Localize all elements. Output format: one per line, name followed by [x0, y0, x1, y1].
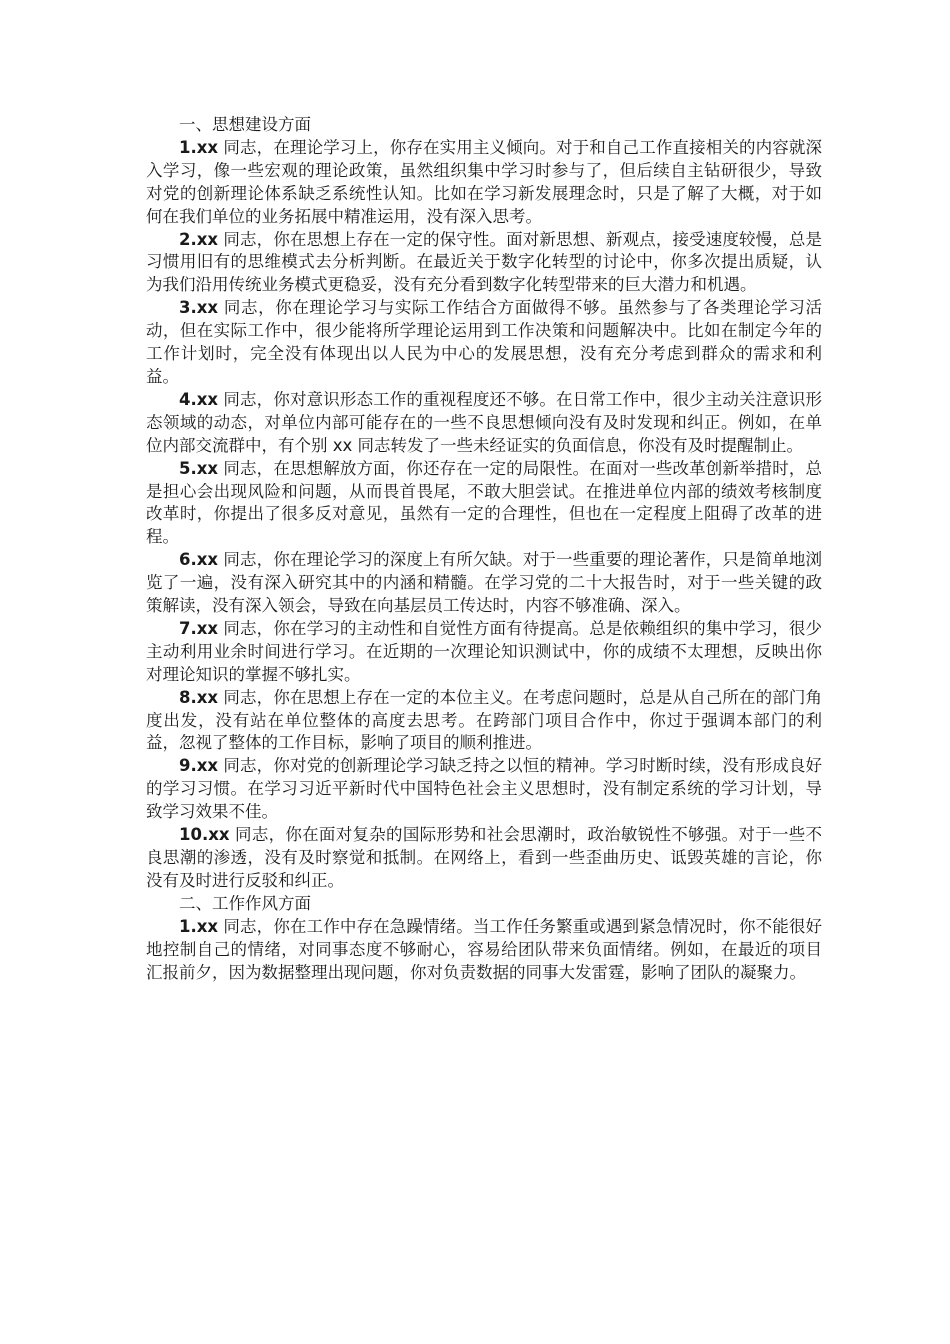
- list-item: [146, 549, 822, 618]
- item-text: 同志，在思想解放方面，你还存在一定的局限性。在面对一些改革创新举措时，总是担心会出现风险和问题，从而畏首畏尾，不敢大胆尝试。在推进单位内部的绩效考核制度改革时，你提出了很多反对意见，虽然有一定的合理性，但也在一定程度上阻碍了改革的进程。: [146, 458, 822, 547]
- item-number: 3.xx: [179, 298, 219, 318]
- item-number: 10.xx: [179, 825, 230, 845]
- item-text: 同志，你在思想上存在一定的保守性。面对新思想、新观点，接受速度较慢，总是习惯用旧有的思维模式去分析判断。在最近关于数字化转型的讨论中，你多次提出质疑，认为我们沿用传统业务模式更稳妥，没有充分看到数字化转型带来的巨大潜力和机遇。: [146, 229, 822, 295]
- section-heading: 二、工作作风方面: [179, 893, 311, 913]
- document-body: [146, 114, 822, 984]
- item-number: 7.xx: [179, 618, 219, 638]
- list-item: [146, 618, 822, 687]
- item-number: 6.xx: [179, 550, 219, 570]
- item-text: 同志，你在工作中存在急躁情绪。当工作任务繁重或遇到紧急情况时，你不能很好地控制自己的情绪，对同事态度不够耐心，容易给团队带来负面情绪。例如，在最近的项目汇报前夕，因为数据整理出现问题，你对负责数据的同事大发雷霆，影响了团队的凝聚力。: [146, 916, 822, 982]
- item-number: 5.xx: [179, 458, 219, 478]
- item-number: 9.xx: [179, 756, 219, 776]
- section-heading: 一、思想建设方面: [179, 115, 311, 134]
- list-item: [146, 687, 822, 756]
- list-item: [146, 916, 822, 985]
- item-number: 1.xx: [179, 916, 219, 936]
- item-number: 1.xx: [179, 137, 219, 157]
- list-item: [146, 137, 822, 229]
- list-item: [146, 297, 822, 389]
- item-number: 8.xx: [179, 687, 219, 707]
- list-item: [146, 389, 822, 458]
- item-number: 4.xx: [179, 389, 219, 409]
- list-item: [146, 824, 822, 893]
- item-text: 同志，你对意识形态工作的重视程度还不够。在日常工作中，很少主动关注意识形态领域的动态，对单位内部可能存在的一些不良思想倾向没有及时发现和纠正。例如，在单位内部交流群中，有个别 xx 同志转发了一些未经证实的负面信息，你没有及时提醒制止。: [146, 389, 822, 455]
- item-text: 同志，在理论学习上，你存在实用主义倾向。对于和自己工作直接相关的内容就深入学习，像一些宏观的理论政策，虽然组织集中学习时参与了，但后续自主钻研很少，导致对党的创新理论体系缺乏系统性认知。比如在学习新发展理念时，只是了解了大概，对于如何在我们单位的业务拓展中精准运用，没有深入思考。: [146, 137, 822, 226]
- list-item: [146, 229, 822, 298]
- item-text: 同志，你在面对复杂的国际形势和社会思潮时，政治敏锐性不够强。对于一些不良思潮的渗透，没有及时察觉和抵制。在网络上，看到一些歪曲历史、诋毁英雄的言论，你没有及时进行反驳和纠正。: [146, 825, 822, 890]
- list-item: [146, 755, 822, 824]
- item-text: 同志，你在理论学习的深度上有所欠缺。对于一些重要的理论著作，只是简单地浏览了一遍，没有深入研究其中的内涵和精髓。在学习党的二十大报告时，对于一些关键的政策解读，没有深入领会，导致在向基层员工传达时，内容不够准确、深入。: [146, 550, 822, 616]
- item-text: 同志，你在学习的主动性和自觉性方面有待提高。总是依赖组织的集中学习，很少主动利用业余时间进行学习。在近期的一次理论知识测试中，你的成绩不太理想，反映出你对理论知识的掌握不够扎实。: [146, 618, 822, 684]
- item-text: 同志，你在思想上存在一定的本位主义。在考虑问题时，总是从自己所在的部门角度出发，没有站在单位整体的高度去思考。在跨部门项目合作中，你过于强调本部门的利益，忽视了整体的工作目标，影响了项目的顺利推进。: [146, 687, 822, 753]
- item-text: 同志，你在理论学习与实际工作结合方面做得不够。虽然参与了各类理论学习活动，但在实际工作中，很少能将所学理论运用到工作决策和问题解决中。比如在制定今年的工作计划时，完全没有体现出以人民为中心的发展思想，没有充分考虑到群众的需求和利益。: [146, 298, 822, 386]
- list-item: [146, 458, 822, 550]
- item-text: 同志，你对党的创新理论学习缺乏持之以恒的精神。学习时断时续，没有形成良好的学习习惯。在学习习近平新时代中国特色社会主义思想时，没有制定系统的学习计划，导致学习效果不佳。: [146, 756, 822, 822]
- item-number: 2.xx: [179, 229, 219, 249]
